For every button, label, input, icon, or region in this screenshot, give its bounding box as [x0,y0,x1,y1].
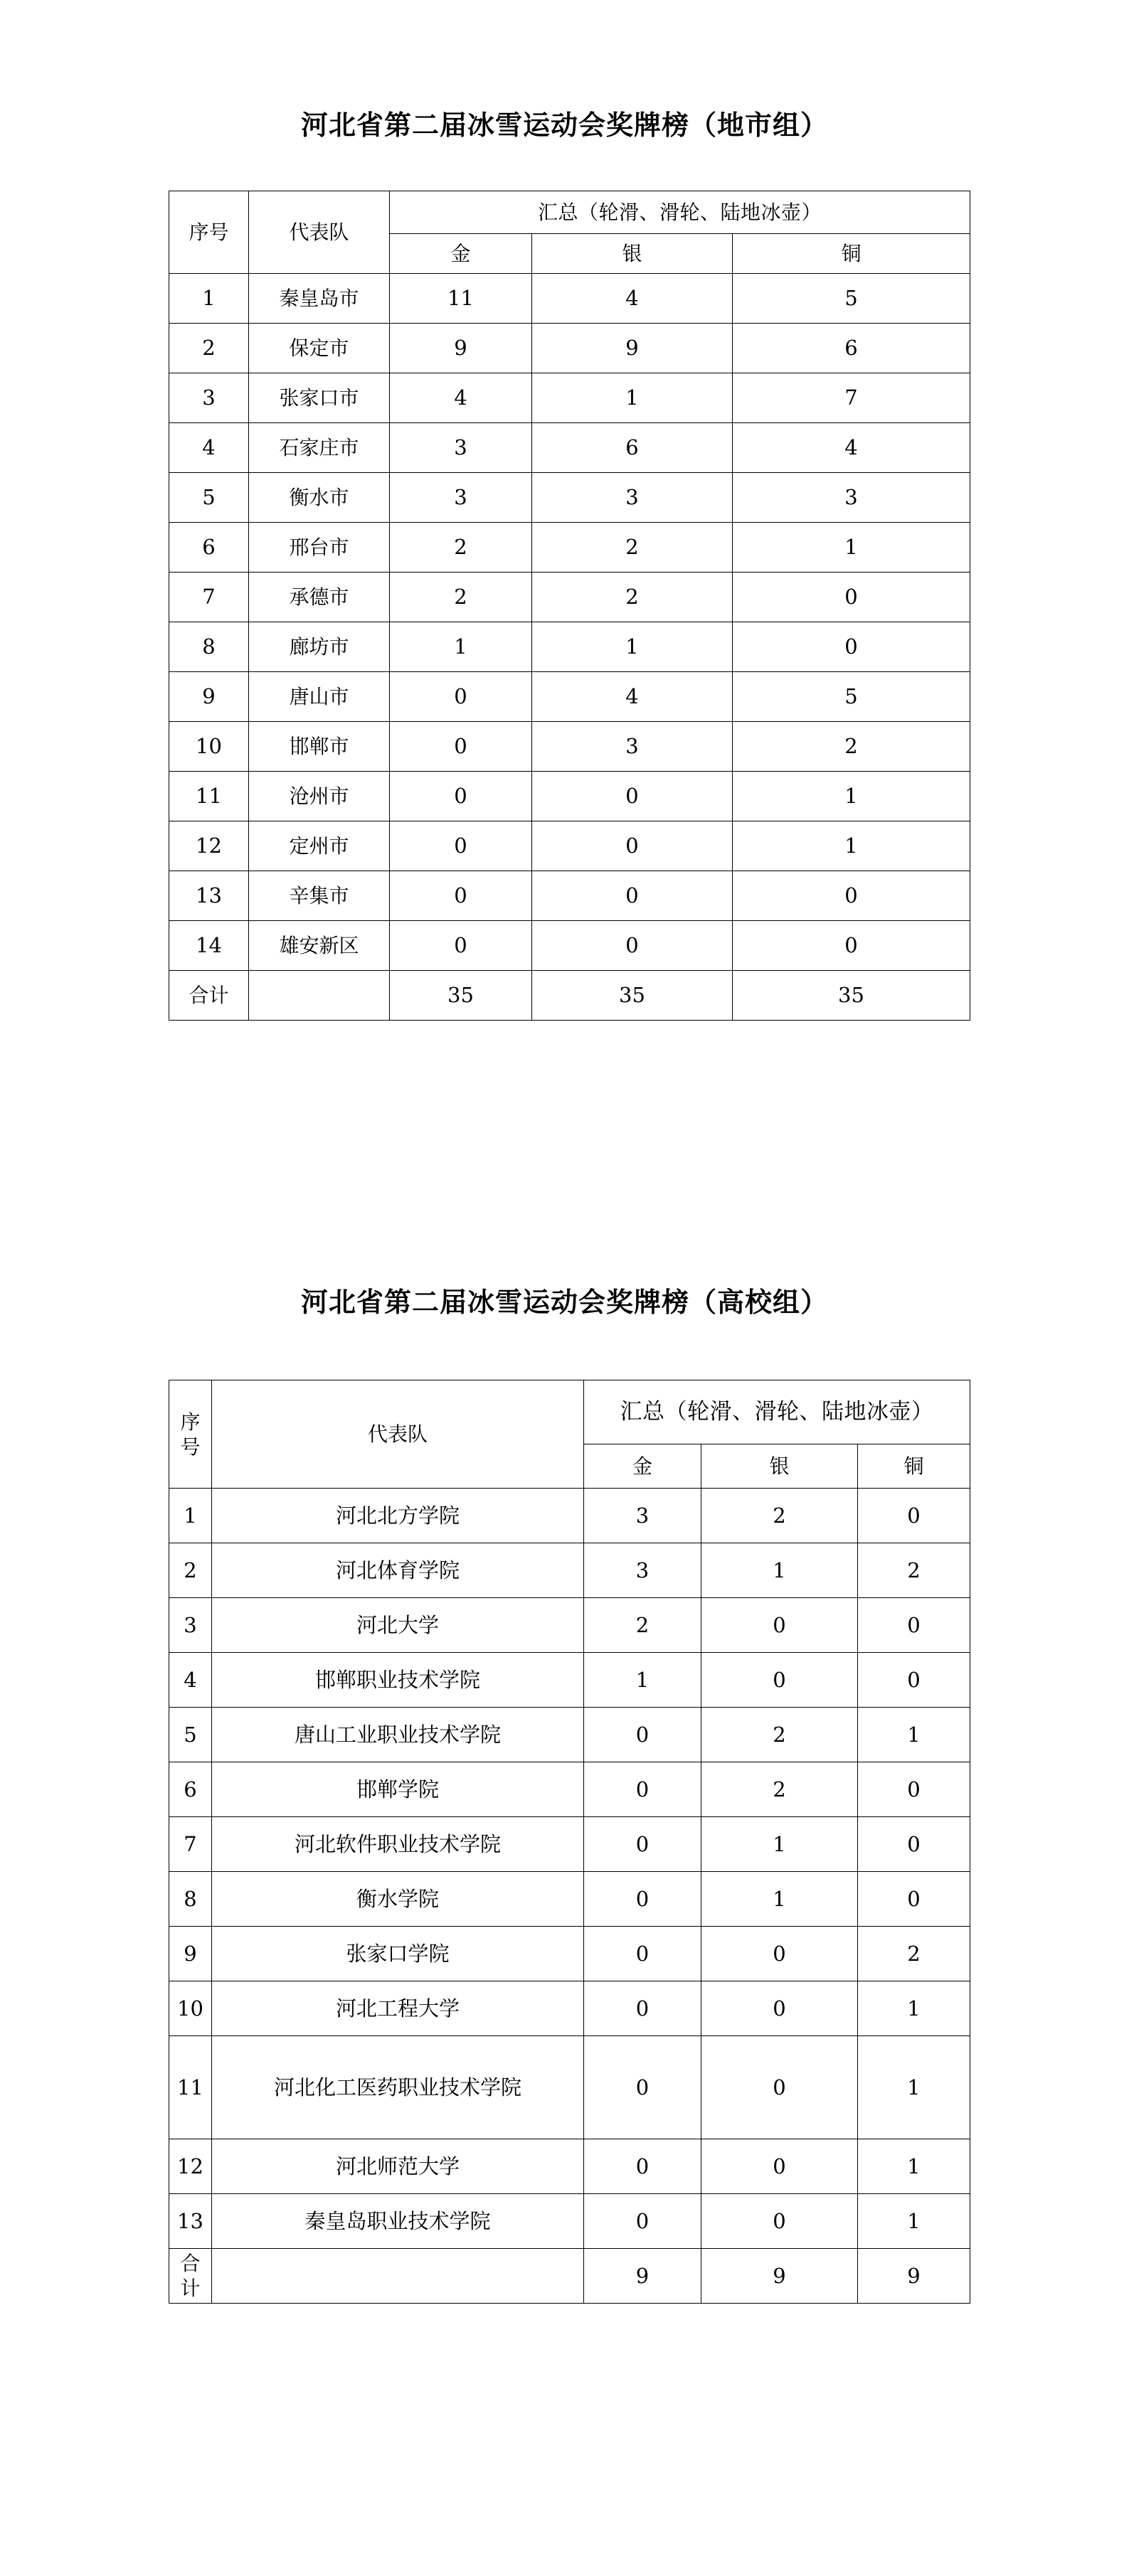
cell-silver-count: 0 [701,1598,858,1653]
cell-bronze-count: 1 [733,772,970,821]
cell-bronze-count: 1 [858,2194,970,2249]
table-row [169,373,970,423]
cell-team-name: 雄安新区 [249,921,390,971]
cell-sequence-number: 5 [169,473,249,523]
cell-team-name: 张家口市 [249,373,390,423]
cell-sequence-number: 4 [169,423,249,473]
cell-silver-count: 0 [701,1981,858,2036]
cell-silver-count: 3 [532,722,733,772]
cell-gold-count: 0 [584,1872,701,1927]
cell-silver-count: 0 [532,871,733,921]
cell-team-name: 河北化工医药职业技术学院 [212,2036,584,2139]
cell-bronze-count: 0 [858,1872,970,1927]
cell-gold-count: 3 [390,473,532,523]
cell-team-name: 石家庄市 [249,423,390,473]
cell-team-name: 保定市 [249,324,390,373]
cell-gold-count: 2 [584,1598,701,1653]
cell-team-name: 定州市 [249,821,390,871]
cell-gold-count: 11 [390,274,532,324]
column-header-team: 代表队 [212,1380,584,1489]
cell-gold-count: 0 [584,2139,701,2194]
cell-bronze-count: 5 [733,274,970,324]
cell-silver-count: 4 [532,274,733,324]
cell-gold-count: 3 [390,423,532,473]
cell-bronze-count: 0 [733,573,970,622]
cell-team-name: 秦皇岛职业技术学院 [212,2194,584,2249]
cell-sequence-number: 2 [169,324,249,373]
cell-total-gold-count: 9 [584,2249,701,2304]
cell-silver-count: 0 [701,2139,858,2194]
table-row [169,274,970,324]
column-header-bronze: 铜 [858,1444,970,1489]
cell-team-name: 沧州市 [249,772,390,821]
column-header-seq: 序号 [169,191,249,274]
cell-sequence-number: 12 [169,2139,212,2194]
cell-bronze-count: 4 [733,423,970,473]
cell-silver-count: 2 [701,1489,858,1543]
cell-team-name: 唐山市 [249,672,390,722]
cell-team-name: 河北师范大学 [212,2139,584,2194]
cell-team-name: 河北北方学院 [212,1489,584,1543]
column-header-group-summary: 汇总（轮滑、滑轮、陆地冰壶） [390,191,970,234]
column-header-silver: 银 [532,234,733,274]
cell-silver-count: 2 [701,1708,858,1762]
table-row [169,1653,970,1708]
cell-team-name: 唐山工业职业技术学院 [212,1708,584,1762]
cell-silver-count: 1 [701,1872,858,1927]
cell-bronze-count: 2 [858,1927,970,1981]
table-row [169,672,970,722]
table-row [169,2194,970,2249]
cell-gold-count: 2 [390,523,532,573]
medal-table-university-group [169,1380,970,2304]
cell-bronze-count: 2 [733,722,970,772]
cell-gold-count: 0 [584,1708,701,1762]
cell-bronze-count: 0 [733,871,970,921]
cell-total-team-blank [212,2249,584,2304]
cell-team-name: 张家口学院 [212,1927,584,1981]
table-total-row [169,971,970,1021]
cell-silver-count: 1 [532,373,733,423]
column-header-gold: 金 [584,1444,701,1489]
cell-gold-count: 0 [584,1762,701,1817]
cell-gold-count: 1 [584,1653,701,1708]
cell-gold-count: 0 [390,871,532,921]
table-row [169,423,970,473]
cell-bronze-count: 0 [858,1762,970,1817]
cell-sequence-number: 9 [169,1927,212,1981]
cell-gold-count: 1 [390,622,532,672]
table-total-row [169,2249,970,2304]
column-header-bronze: 铜 [733,234,970,274]
cell-total-team-blank [249,971,390,1021]
cell-gold-count: 4 [390,373,532,423]
cell-total-gold-count: 35 [390,971,532,1021]
cell-sequence-number: 4 [169,1653,212,1708]
table-row [169,1817,970,1872]
cell-silver-count: 2 [532,573,733,622]
cell-gold-count: 0 [584,1981,701,2036]
cell-sequence-number: 7 [169,1817,212,1872]
page-title-university-group: 河北省第二届冰雪运动会奖牌榜（高校组） [300,1287,828,1318]
table-row [169,573,970,622]
table-row [169,1598,970,1653]
table-row [169,523,970,573]
cell-silver-count: 0 [701,2194,858,2249]
table-row [169,772,970,821]
cell-total-silver-count: 35 [532,971,733,1021]
cell-sequence-number: 10 [169,1981,212,2036]
cell-sequence-number: 1 [169,274,249,324]
cell-total-bronze-count: 9 [858,2249,970,2304]
cell-silver-count: 3 [532,473,733,523]
cell-silver-count: 0 [701,2036,858,2139]
cell-silver-count: 0 [532,921,733,971]
cell-sequence-number: 7 [169,573,249,622]
table-row [169,1543,970,1598]
cell-sequence-number: 1 [169,1489,212,1543]
cell-silver-count: 2 [532,523,733,573]
cell-gold-count: 0 [390,672,532,722]
cell-team-name: 辛集市 [249,871,390,921]
table-row [169,1762,970,1817]
cell-bronze-count: 0 [733,622,970,672]
cell-bronze-count: 3 [733,473,970,523]
cell-team-name: 邯郸学院 [212,1762,584,1817]
cell-total-label: 合计 [169,2249,212,2304]
cell-sequence-number: 2 [169,1543,212,1598]
cell-gold-count: 0 [584,1817,701,1872]
cell-sequence-number: 8 [169,1872,212,1927]
cell-bronze-count: 1 [733,821,970,871]
table-header-row-top [169,1380,970,1444]
cell-bronze-count: 1 [733,523,970,573]
cell-team-name: 河北体育学院 [212,1543,584,1598]
cell-sequence-number: 8 [169,622,249,672]
cell-silver-count: 9 [532,324,733,373]
table-row [169,821,970,871]
cell-gold-count: 3 [584,1543,701,1598]
cell-gold-count: 0 [390,722,532,772]
cell-gold-count: 3 [584,1489,701,1543]
cell-team-name: 邯郸职业技术学院 [212,1653,584,1708]
cell-silver-count: 0 [701,1653,858,1708]
table-row [169,1981,970,2036]
cell-bronze-count: 0 [858,1817,970,1872]
cell-sequence-number: 6 [169,1762,212,1817]
table-row [169,722,970,772]
cell-total-silver-count: 9 [701,2249,858,2304]
cell-gold-count: 0 [584,1927,701,1981]
column-header-gold: 金 [390,234,532,274]
cell-bronze-count: 5 [733,672,970,722]
cell-silver-count: 0 [532,821,733,871]
cell-team-name: 衡水学院 [212,1872,584,1927]
table-row [169,324,970,373]
cell-sequence-number: 10 [169,722,249,772]
cell-bronze-count: 1 [858,2036,970,2139]
cell-silver-count: 0 [532,772,733,821]
table-row [169,871,970,921]
cell-total-bronze-count: 35 [733,971,970,1021]
cell-team-name: 河北软件职业技术学院 [212,1817,584,1872]
table-row [169,1708,970,1762]
column-header-team: 代表队 [249,191,390,274]
cell-sequence-number: 14 [169,921,249,971]
table-row [169,1872,970,1927]
table-row [169,1489,970,1543]
cell-bronze-count: 1 [858,1981,970,2036]
cell-bronze-count: 0 [858,1489,970,1543]
column-header-group-summary: 汇总（轮滑、滑轮、陆地冰壶） [584,1380,970,1444]
column-header-silver: 银 [701,1444,858,1489]
cell-gold-count: 0 [390,921,532,971]
column-header-seq: 序号 [169,1380,212,1489]
cell-silver-count: 4 [532,672,733,722]
cell-silver-count: 6 [532,423,733,473]
cell-team-name: 河北工程大学 [212,1981,584,2036]
cell-sequence-number: 9 [169,672,249,722]
cell-silver-count: 0 [701,1927,858,1981]
table-row [169,2036,970,2139]
cell-team-name: 河北大学 [212,1598,584,1653]
cell-sequence-number: 11 [169,772,249,821]
cell-bronze-count: 2 [858,1543,970,1598]
cell-sequence-number: 11 [169,2036,212,2139]
cell-silver-count: 1 [701,1543,858,1598]
cell-sequence-number: 13 [169,871,249,921]
table-row [169,921,970,971]
cell-team-name: 邯郸市 [249,722,390,772]
cell-bronze-count: 7 [733,373,970,423]
table-row [169,1927,970,1981]
cell-gold-count: 0 [584,2036,701,2139]
cell-team-name: 承德市 [249,573,390,622]
cell-silver-count: 1 [701,1817,858,1872]
cell-bronze-count: 0 [858,1598,970,1653]
cell-gold-count: 0 [390,772,532,821]
table-row [169,473,970,523]
cell-team-name: 邢台市 [249,523,390,573]
cell-bronze-count: 1 [858,1708,970,1762]
cell-sequence-number: 3 [169,373,249,423]
table-row [169,622,970,672]
cell-sequence-number: 13 [169,2194,212,2249]
cell-team-name: 廊坊市 [249,622,390,672]
cell-gold-count: 0 [584,2194,701,2249]
cell-bronze-count: 6 [733,324,970,373]
cell-sequence-number: 5 [169,1708,212,1762]
table-header-row-top [169,191,970,234]
cell-bronze-count: 1 [858,2139,970,2194]
cell-silver-count: 1 [532,622,733,672]
cell-bronze-count: 0 [858,1653,970,1708]
cell-team-name: 秦皇岛市 [249,274,390,324]
table-row [169,2139,970,2194]
cell-silver-count: 2 [701,1762,858,1817]
cell-sequence-number: 12 [169,821,249,871]
medal-table-city-group [169,191,970,1021]
cell-total-label: 合计 [169,971,249,1021]
cell-gold-count: 9 [390,324,532,373]
page-title-city-group: 河北省第二届冰雪运动会奖牌榜（地市组） [300,110,828,141]
cell-bronze-count: 0 [733,921,970,971]
cell-gold-count: 0 [390,821,532,871]
cell-team-name: 衡水市 [249,473,390,523]
cell-sequence-number: 6 [169,523,249,573]
cell-sequence-number: 3 [169,1598,212,1653]
cell-gold-count: 2 [390,573,532,622]
